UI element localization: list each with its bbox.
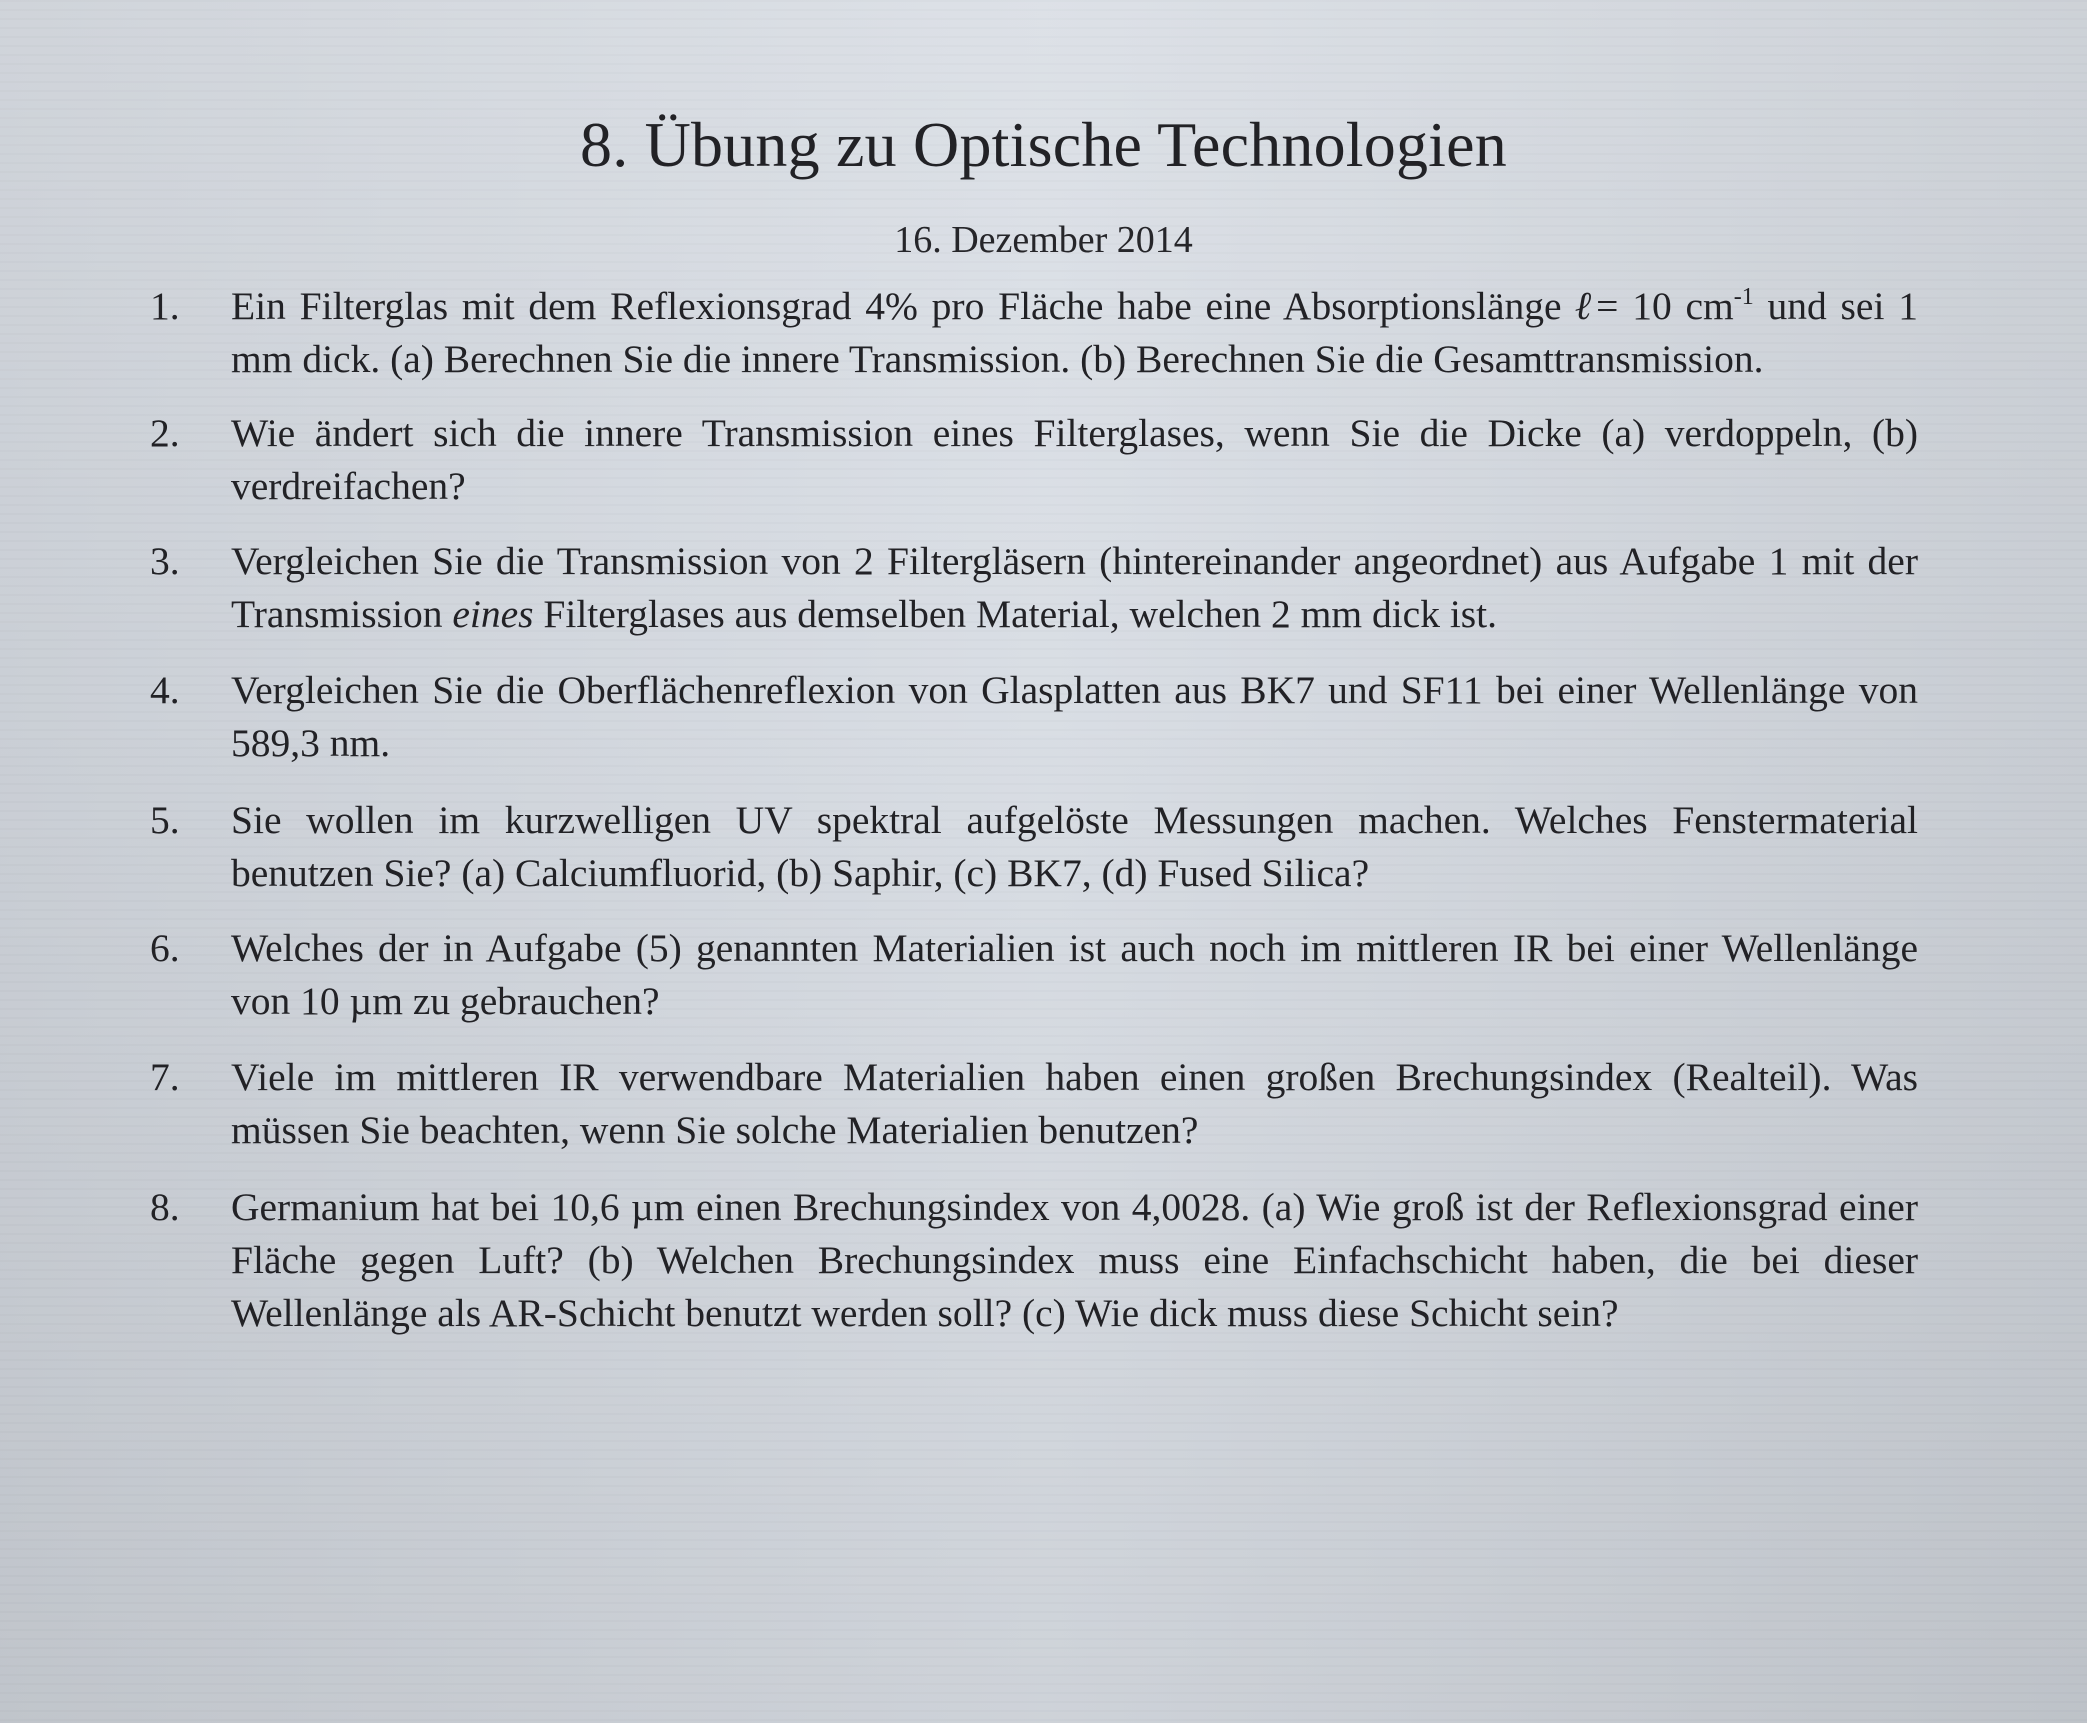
absorption-length-value: = 10 cm [1596, 284, 1734, 328]
task-text: Vergleichen Sie die Transmission von 2 Filtergläsern (hintereinander angeordnet) aus Aufgabe 1 mit der Transmission [231, 539, 1918, 636]
task-item-1 [150, 280, 1918, 386]
unit-exponent: -1 [1733, 284, 1754, 310]
task-text: Welches der in Aufgabe (5) genannten Materialien ist auch noch im mittleren IR bei einer Wellenlänge von 10 µm zu gebrauchen? [231, 926, 1918, 1023]
task-item-2 [150, 407, 1918, 513]
task-text: Viele im mittleren IR verwendbare Materialien haben einen großen Brechungsindex (Realteil). Was müssen Sie beachten, wenn Sie solche Materialien benutzen? [231, 1055, 1918, 1152]
task-number: 8. [150, 1185, 180, 1229]
task-item-6 [150, 922, 1918, 1028]
task-item-8 [150, 1181, 1918, 1340]
emphasized-word: eines [452, 592, 534, 636]
task-number: 6. [150, 926, 180, 970]
task-list [150, 280, 1918, 1362]
task-item-7 [150, 1051, 1918, 1157]
task-number: 1. [150, 284, 180, 328]
task-item-5 [150, 794, 1918, 900]
task-number: 2. [150, 411, 180, 455]
page-title: 8. Übung zu Optische Technologien [580, 109, 1507, 180]
task-number: 5. [150, 798, 180, 842]
task-item-3 [150, 535, 1918, 641]
task-number: 3. [150, 539, 180, 583]
sheet-date: 16. Dezember 2014 [894, 219, 1193, 261]
task-text: Germanium hat bei 10,6 µm einen Brechungsindex von 4,0028. (a) Wie groß ist der Reflexionsgrad einer Fläche gegen Luft? (b) Welchen Brechungsindex muss eine Einfachschicht haben, die bei dieser Wellenlänge als AR-Schicht benutzt werden soll? (c) Wie dick muss diese Schicht sein? [231, 1185, 1918, 1335]
task-text: Ein Filterglas mit dem Reflexionsgrad 4% pro Fläche habe eine Absorptionslänge [231, 284, 1576, 328]
task-text: Wie ändert sich die innere Transmission eines Filterglases, wenn Sie die Dicke (a) verdoppeln, (b) verdreifachen? [231, 411, 1918, 508]
task-text-continued: und sei 1 mm dick. (a) Berechnen Sie die innere Transmission. (b) Berechnen Sie die Gesamttransmission. [231, 284, 1918, 381]
task-text-continued: Filterglases aus demselben Material, welchen 2 mm dick ist. [533, 592, 1498, 636]
task-item-4 [150, 664, 1918, 770]
task-text: Vergleichen Sie die Oberflächenreflexion von Glasplatten aus BK7 und SF11 bei einer Wellenlänge von 589,3 nm. [231, 668, 1918, 765]
task-number: 7. [150, 1055, 180, 1099]
task-text: Sie wollen im kurzwelligen UV spektral aufgelöste Messungen machen. Welches Fenstermaterial benutzen Sie? (a) Calciumfluorid, (b) Saphir, (c) BK7, (d) Fused Silica? [231, 798, 1918, 895]
task-number: 4. [150, 668, 180, 712]
absorption-length-symbol: ℓ [1575, 284, 1597, 328]
